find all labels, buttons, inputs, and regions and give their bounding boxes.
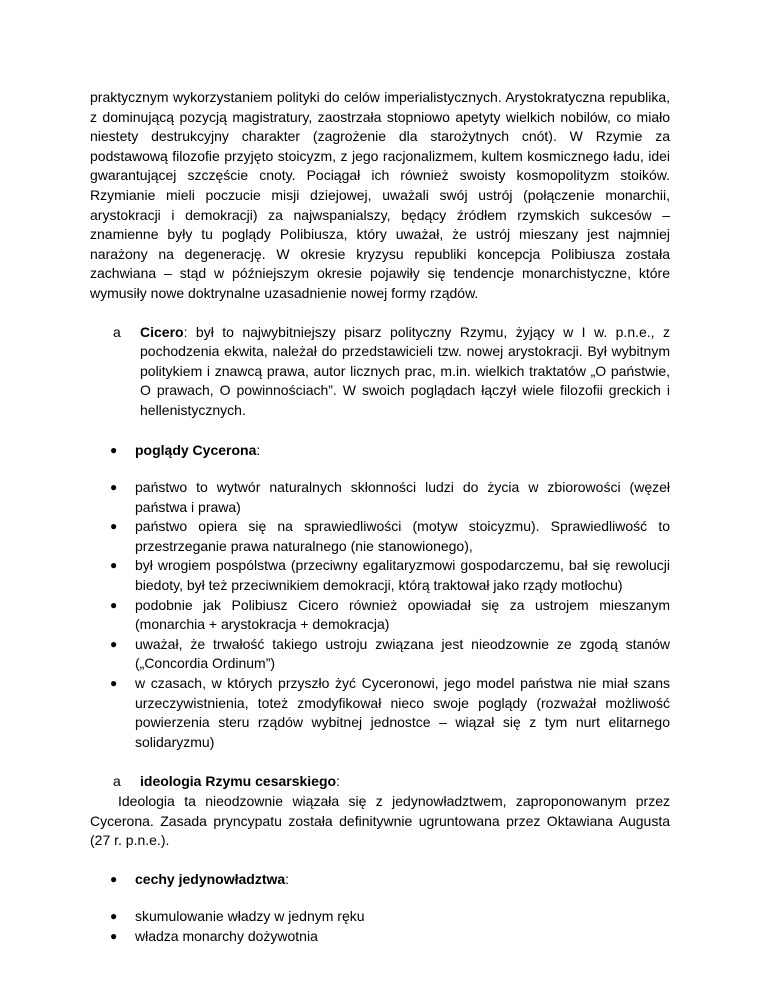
bullet-icon: ● [110, 928, 118, 943]
list-item-text: skumulowanie władzy w jednym ręku [135, 908, 365, 925]
document-page [90, 88, 670, 947]
imperial-paragraph: Ideologia ta nieodzownie wiązała się z jedynowładztwem, zaproponowanym przez Cycerona. Zasada pryncypatu została definitywnie ugruntowana przez Oktawiana Augusta (27 r. p.n.e.). [90, 793, 670, 849]
bullet-icon: ● [110, 676, 118, 691]
bullet-icon: ● [110, 480, 118, 495]
list-item [90, 556, 670, 595]
list-item-text: był wrogiem pospólstwa (przeciwny egalitaryzmowi gospodarczemu, bał się rewolucji biedoty, był też przeciwnikiem demokracji, którą traktował jako rządy motłochu) [135, 557, 670, 594]
list-item-text: państwo opiera się na sprawiedliwości (motyw stoicyzmu). Sprawiedliwość to przestrzeganie prawa naturalnego (nie stanowionego), [135, 518, 670, 554]
list-item-text: w czasach, w których przyszło żyć Cyceronowi, jego model państwa nie miał szans urzeczywistnienia, toteż zmodyfikował nieco swoje poglądy (rozważał możliwość powierzenia steru rządów wybitnej jednostce – wiązał się z tym nurt elitarnego solidaryzmu) [135, 675, 670, 750]
list-item [90, 478, 670, 517]
list-item-text: uważał, że trwałość takiego ustroju związana jest nieodzownie ze zgodą stanów („Concordia Ordinum”) [135, 635, 670, 672]
list-item [90, 635, 670, 674]
bullet-icon: ● [110, 636, 118, 651]
imperial-heading: a ideologia Rzymu cesarskiego: [90, 772, 670, 792]
list-item [90, 907, 670, 927]
list-item-text: władza monarchy dożywotnia [135, 927, 318, 944]
intro-paragraph: praktycznym wykorzystaniem polityki do celów imperialistycznych. Arystokratyczna republika, z dominującą pozycją magistratury, zaostrzała stopniowo apetyty wielkich nobilów, co miało niestety destrukcyjny charakter (zagrożenie dla starożytnych cnót). W Rzymie za podstawową filozofie przyjęto stoicyzm, z jego racjonalizmem, kultem kosmicznego ładu, idei gwarantującej szczęście cnoty. Pociągał ich również swoisty kosmopolityzm stoików. Rzymianie mieli poczucie misji dziejowej, uważali swój ustrój (połączenie monarchii, arystokracji i demokracji) za najwspanialszy, będący źródłem rzymskich sukcesów – znamienne były tu poglądy Polibiusza, który uważał, że ustrój mieszany jest najmniej narażony na degenerację. W okresie kryzysu republiki koncepcja Polibiusza została zachwiana – stąd w późniejszym okresie pojawiły się tendencje monarchistyczne, które wymusiły nowe doktrynalne uzasadnienie nowej formy rządów. [90, 89, 670, 301]
list-item [90, 596, 670, 635]
bullet-icon: ● [110, 909, 118, 924]
list-item [90, 927, 670, 947]
imperial-heading-label: ideologia Rzymu cesarskiego [140, 773, 337, 790]
views-list [90, 478, 670, 752]
list-item [90, 674, 670, 752]
autocracy-list [90, 907, 670, 946]
list-marker: a [113, 323, 121, 340]
autocracy-heading-label: cechy jedynowładztwa [135, 870, 286, 887]
list-item: ● cechy jedynowładztwa: [90, 870, 670, 890]
list-item-text: państwo to wytwór naturalnych skłonności ludzi do życia w zbiorowości (węzeł państwa i prawa) [135, 479, 670, 515]
bullet-icon: ● [110, 871, 118, 886]
cicero-text: : był to najwybitniejszy pisarz polityczny Rzymu, żyjący w I w. p.n.e., z pochodzenia ekwita, należał do przedstawicieli tzw. nowej arystokracji. Był wybitnym politykiem i znawcą prawa, autor licznych prac, m.in. wielkich traktatów „O państwie, O prawach, O powinnościach”. W swoich poglądach łączył wiele filozofii greckich i hellenistycznych. [140, 323, 670, 418]
cicero-paragraph [140, 323, 670, 421]
list-item-text: podobnie jak Polibiusz Cicero również opowiadał się za ustrojem mieszanym (monarchia + arystokracja + demokracja) [135, 596, 670, 633]
cicero-name: Cicero [140, 323, 184, 340]
list-marker: a [113, 773, 121, 790]
bullet-icon: ● [110, 597, 118, 612]
bullet-icon: ● [110, 442, 118, 457]
list-item: ● poglądy Cycerona: [90, 441, 670, 461]
autocracy-heading [90, 870, 670, 890]
list-item [90, 517, 670, 556]
views-heading [90, 441, 670, 461]
bullet-icon: ● [110, 558, 118, 573]
views-heading-label: poglądy Cycerona [135, 441, 257, 458]
cicero-section [90, 323, 670, 421]
bullet-icon: ● [110, 519, 118, 534]
